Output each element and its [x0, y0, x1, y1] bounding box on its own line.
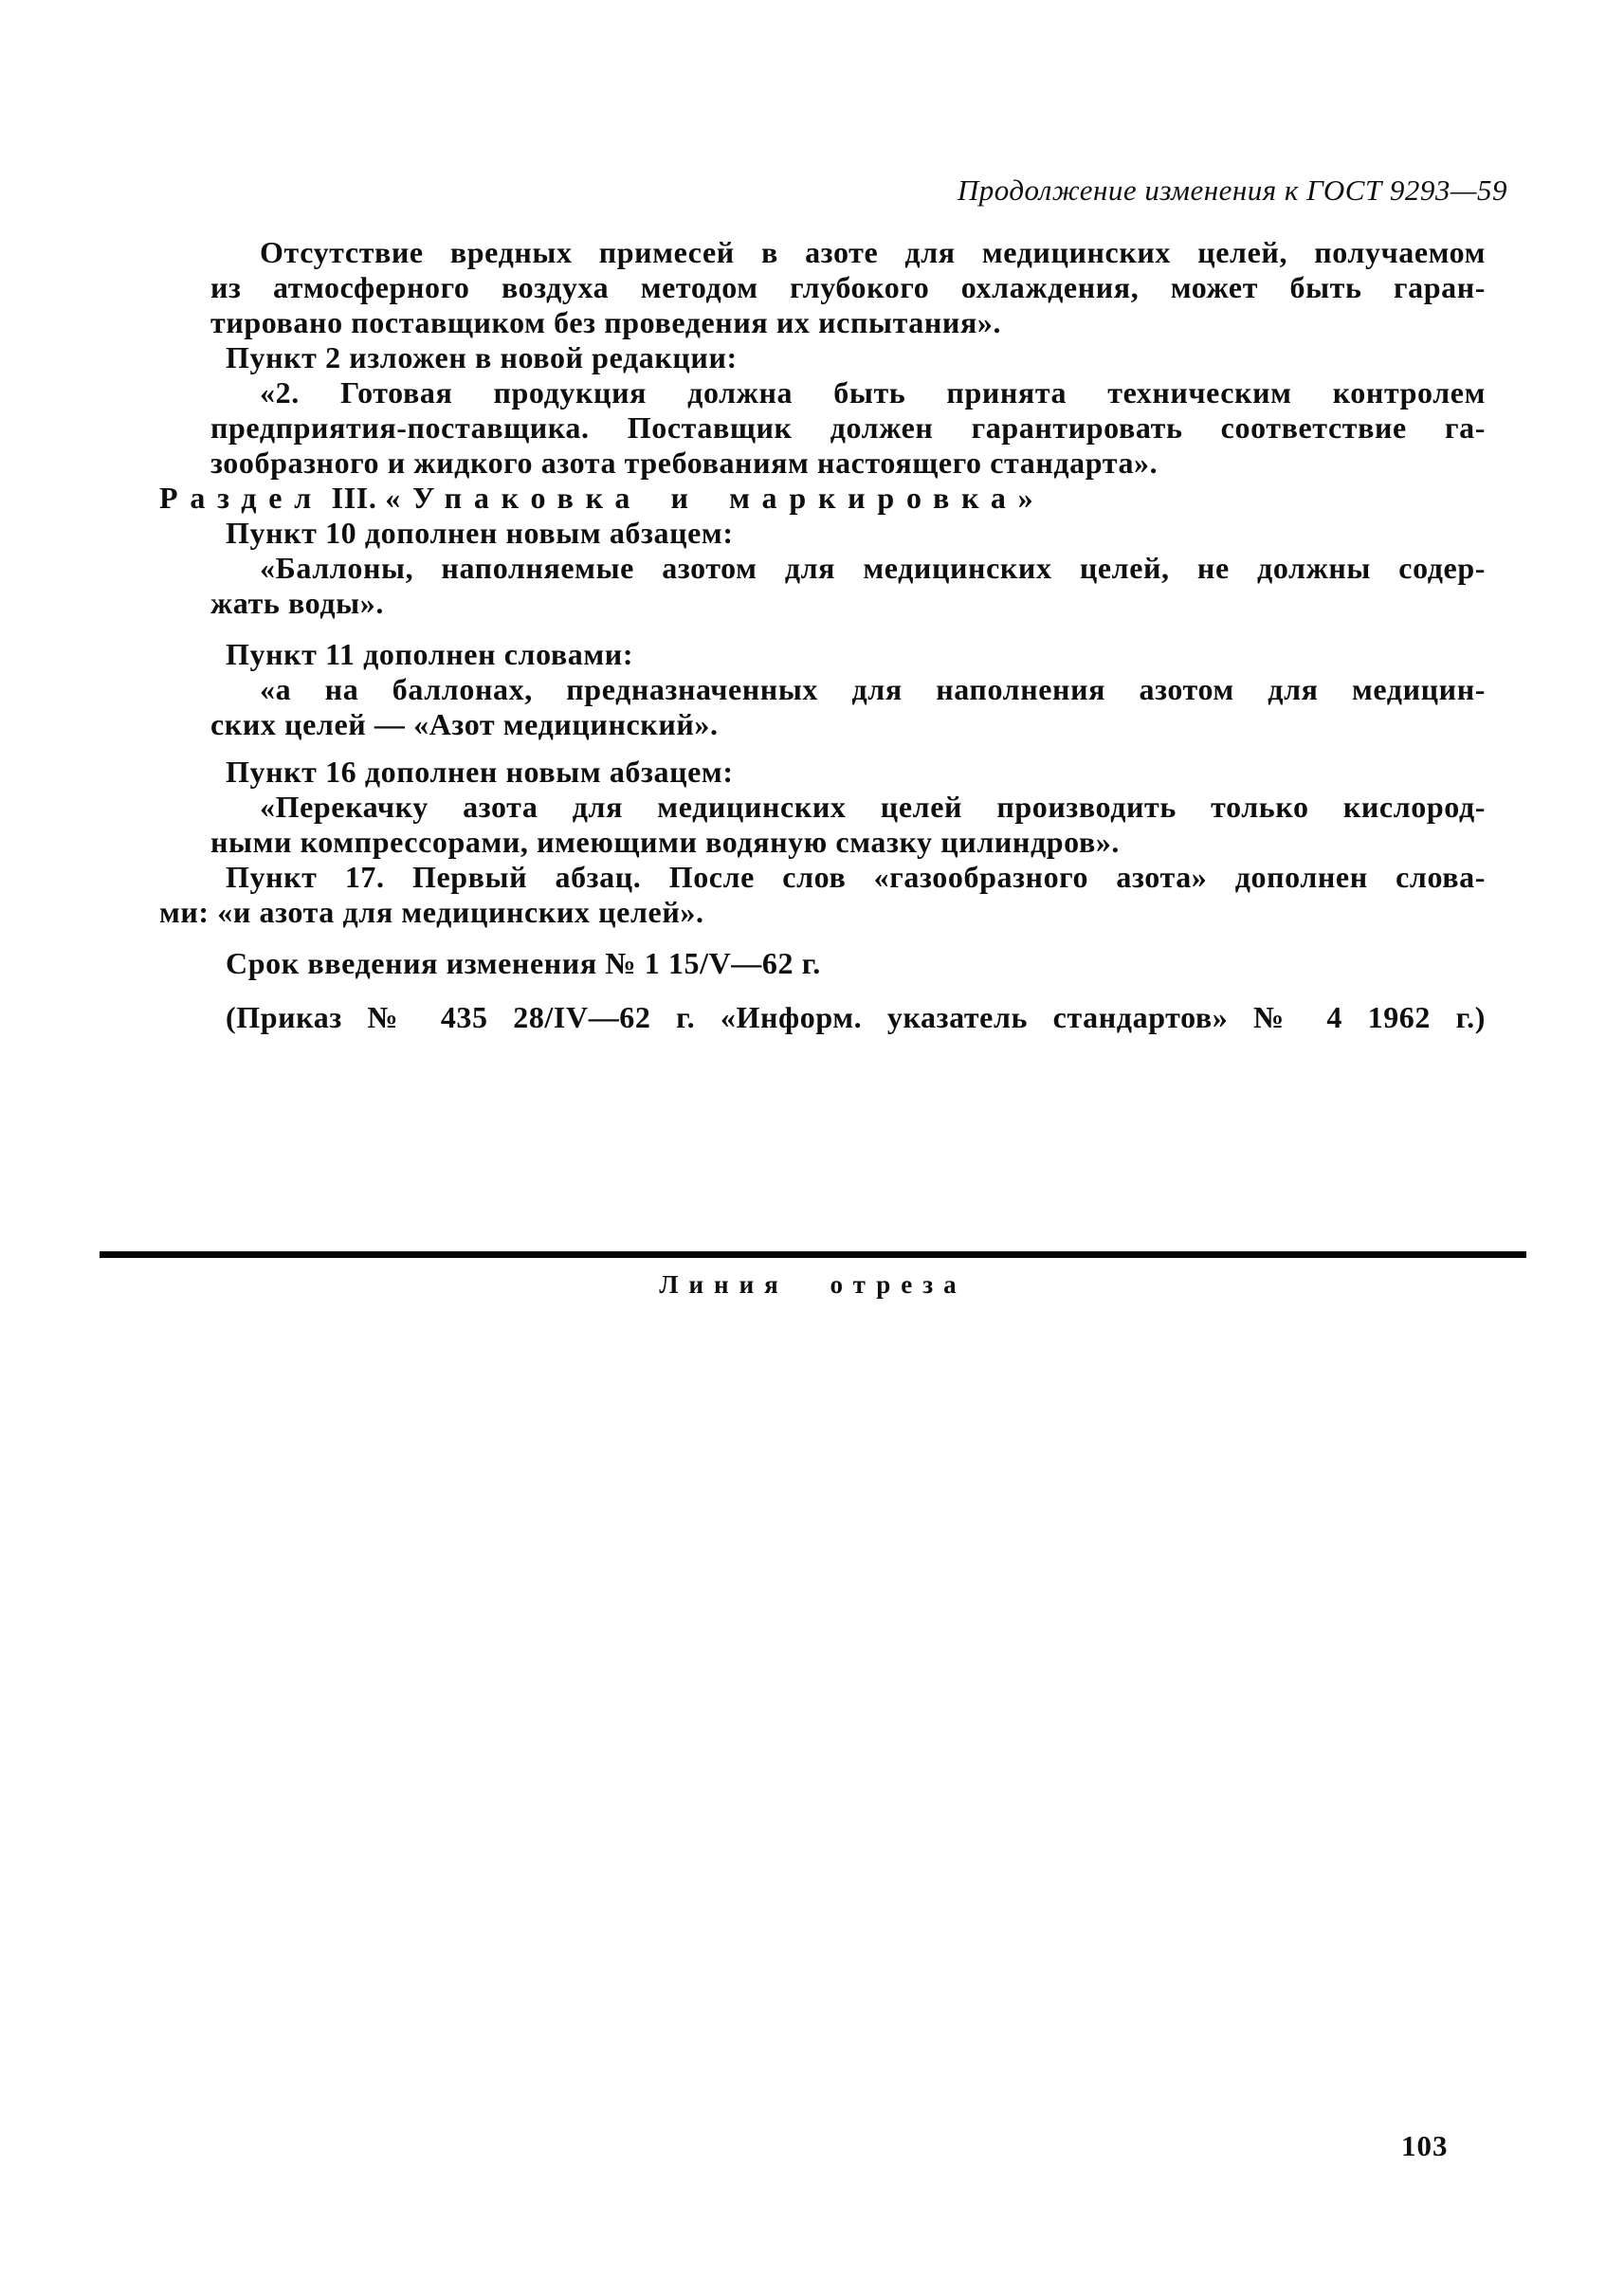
- text-line: тировано поставщиком без проведения их испытания».: [210, 305, 1002, 339]
- text-line: Пункт 2 изложен в новой редакции:: [226, 340, 738, 374]
- cut-line-label: Линия отреза: [659, 1270, 967, 1299]
- text-line: «а на баллонах, предназначенных для наполнения азотом для медицин-: [260, 672, 1486, 706]
- text-segment: III.: [322, 481, 386, 515]
- text-line: зообразного и жидкого азота требованиям настоящего стандарта».: [210, 446, 1159, 480]
- text-line: жать воды».: [210, 586, 384, 620]
- document-body: [159, 235, 1486, 1035]
- text-line: «Перекачку азота для медицинских целей производить только кислород-: [260, 790, 1486, 824]
- cut-line: [100, 1251, 1526, 1258]
- page-header-caption: Продолжение изменения к ГОСТ 9293—59: [957, 173, 1507, 207]
- text-line: Пункт 17. Первый абзац. После слов «газообразного азота» дополнен слова-: [226, 860, 1486, 894]
- text-line: Пункт 10 дополнен новым абзацем:: [226, 516, 734, 550]
- text-line: ными компрессорами, имеющими водяную смазку цилиндров».: [210, 825, 1121, 859]
- text-line: «2. Готовая продукция должна быть принята техническим контролем: [260, 375, 1486, 410]
- letter-spaced-text: «Упаковка и маркировка»: [385, 481, 1046, 515]
- text-line: Пункт 11 дополнен словами:: [226, 637, 634, 671]
- text-line: (Приказ № 435 28/IV—62 г. «Информ. указатель стандартов» № 4 1962 г.): [226, 1000, 1486, 1034]
- text-line: Отсутствие вредных примесей в азоте для медицинских целей, получаемом: [260, 235, 1486, 269]
- text-line: из атмосферного воздуха методом глубокого охлаждения, может быть гаран-: [210, 270, 1486, 304]
- page-number: 103: [1401, 2129, 1449, 2162]
- text-line: Пункт 16 дополнен новым абзацем:: [226, 755, 734, 789]
- text-line: ми: «и азота для медицинских целей».: [159, 895, 704, 929]
- text-line: «Баллоны, наполняемые азотом для медицинских целей, не должны содер-: [260, 551, 1486, 585]
- letter-spaced-text: Раздел: [159, 481, 323, 515]
- text-line: ских целей — «Азот медицинский».: [210, 707, 719, 741]
- text-line: Срок введения изменения № 1 15/V—62 г.: [226, 946, 821, 980]
- text-line: [159, 481, 1486, 516]
- text-line: предприятия-поставщика. Поставщик должен гарантировать соответствие га-: [210, 410, 1486, 445]
